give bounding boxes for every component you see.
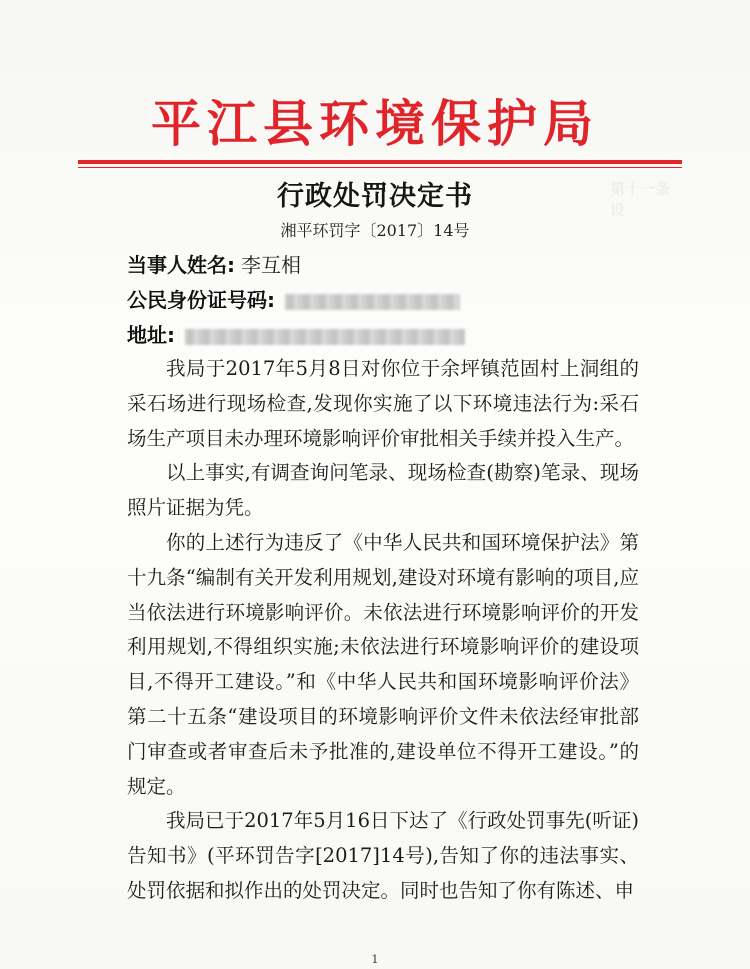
party-address-row — [127, 322, 465, 348]
party-name-value: 李互相 — [241, 253, 301, 277]
show-through-text: 第十一条 设 — [610, 180, 671, 219]
redacted-address — [185, 329, 465, 345]
party-name-row — [127, 252, 301, 278]
body-paragraph-3: 你的上述行为违反了《中华人民共和国环境保护法》第十九条“编制有关开发利用规划,建设对环境有影响的项目,应当依法进行环境影响评价。未依法进行环境影响评价的开发利用规划,不得组织实施;未依法进行环境影响评价的建设项目,不得开工建设。”和《中华人民共和国环境影响评价法》第二十五条“建设项目的环境影响评价文件未依法经审批部门审查或者审查后未予批准的,建设单位不得开工建设。”的规定。 — [127, 530, 639, 798]
document-number: 湘平环罚字〔2017〕14号 — [280, 221, 470, 240]
party-id-label: 公民身份证号码: — [127, 288, 275, 312]
decision-body — [127, 352, 639, 909]
body-paragraph-2: 以上事实,有调查询问笔录、现场检查(勘察)笔录、现场照片证据为凭。 — [127, 461, 639, 520]
body-paragraph-1: 我局于2017年5月8日对你位于余坪镇范固村上洞组的采石场进行现场检查,发现你实施了以下环境违法行为:采石场生产项目未办理环境影响评价审批相关手续并投入生产。 — [127, 357, 639, 450]
party-address-label: 地址: — [127, 323, 175, 347]
document-title: 行政处罚决定书 — [277, 181, 473, 212]
party-id-row — [127, 287, 460, 313]
letterhead-rule-thick — [78, 160, 682, 164]
organization-letterhead: 平江县环境保护局 — [151, 94, 599, 153]
party-name-label: 当事人姓名: — [127, 253, 235, 277]
redacted-id-number — [285, 294, 460, 310]
body-paragraph-4: 我局已于2017年5月16日下达了《行政处罚事先(听证)告知书》(平环罚告字[2017]14号),告知了你的违法事实、处罚依据和拟作出的处罚决定。同时也告知了你有陈述、申 — [127, 809, 639, 902]
letterhead-rule-thin — [78, 167, 682, 168]
page-number: 1 — [371, 953, 379, 966]
